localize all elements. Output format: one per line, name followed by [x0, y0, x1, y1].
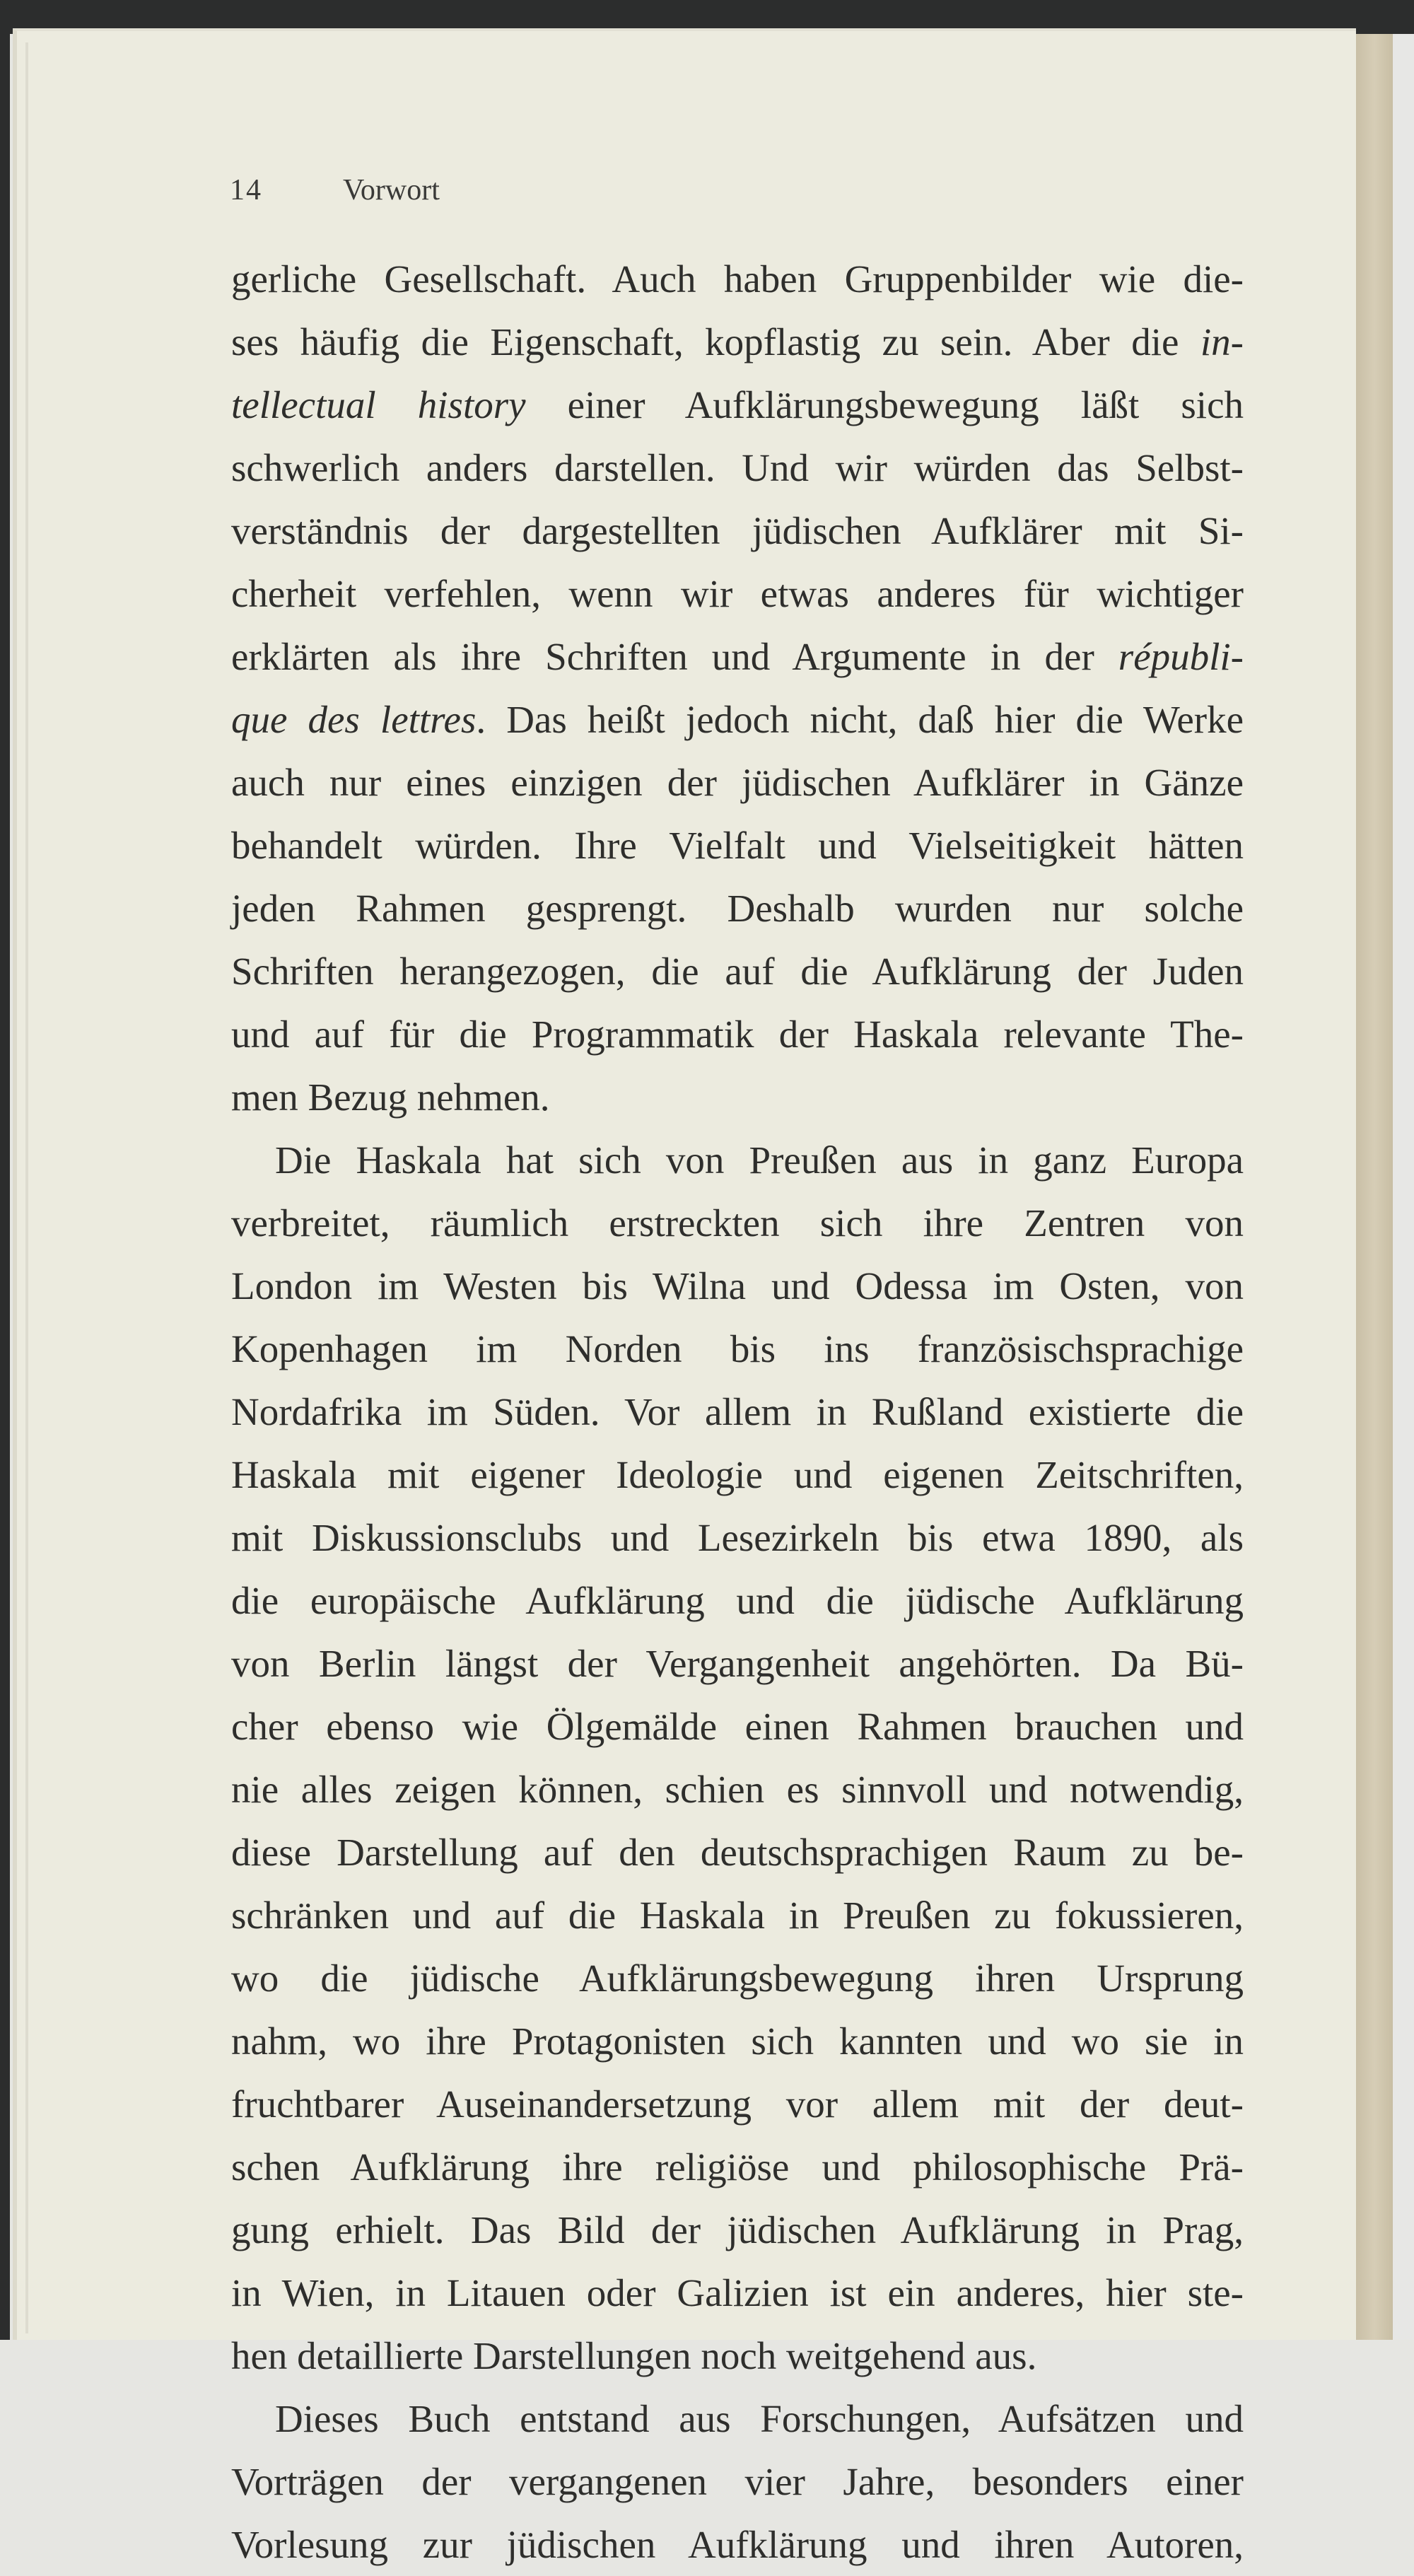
text-segment: diese Darstellung auf den deutschsprachigen Raum zu be- — [231, 1831, 1244, 1874]
text-line — [231, 814, 1244, 877]
text-segment: . Das heißt jedoch nicht, daß hier die Werke — [476, 698, 1244, 741]
text-line — [231, 2324, 1244, 2387]
book-spine-edge — [1356, 34, 1393, 2340]
text-line — [231, 1443, 1244, 1506]
text-line — [231, 1569, 1244, 1632]
running-title: Vorwort — [343, 174, 440, 206]
text-line — [231, 1884, 1244, 1947]
text-line — [231, 625, 1244, 688]
text-line — [231, 2135, 1244, 2198]
text-segment: verbreitet, räumlich erstreckten sich ihre Zentren von — [231, 1201, 1244, 1245]
text-line — [231, 1191, 1244, 1254]
text-line — [231, 2513, 1244, 2576]
text-segment: Haskala mit eigener Ideologie und eigenen Zeitschriften, — [231, 1453, 1244, 1496]
text-segment: von Berlin längst der Vergangenheit angehörten. Da Bü- — [231, 1642, 1244, 1685]
text-segment: cherheit verfehlen, wenn wir etwas anderes für wichtiger — [231, 572, 1244, 615]
text-segment: Kopenhagen im Norden bis ins französischsprachige — [231, 1327, 1244, 1370]
text-segment: schen Aufklärung ihre religiöse und philosophische Prä- — [231, 2145, 1244, 2189]
text-segment: in Wien, in Litauen oder Galizien ist ein anderes, hier ste- — [231, 2271, 1244, 2314]
text-segment: Schriften herangezogen, die auf die Aufklärung der Juden — [231, 950, 1244, 993]
running-header — [230, 173, 440, 207]
text-line — [231, 1317, 1244, 1380]
text-line — [231, 1254, 1244, 1317]
text-line — [231, 1066, 1244, 1129]
text-segment: auch nur eines einzigen der jüdischen Aufklärer in Gänze — [231, 761, 1244, 804]
text-segment: und auf für die Programmatik der Haskala relevante The- — [231, 1013, 1244, 1056]
text-segment: nie alles zeigen können, schien es sinnvoll und notwendig, — [231, 1768, 1244, 1811]
scanner-background-left — [0, 0, 10, 2340]
text-segment: behandelt würden. Ihre Vielfalt und Vielseitigkeit hätten — [231, 824, 1244, 867]
paragraph — [231, 2387, 1244, 2576]
text-segment: schwerlich anders darstellen. Und wir würden das Selbst- — [231, 446, 1244, 489]
page-number: 14 — [230, 174, 262, 206]
text-line — [231, 1821, 1244, 1884]
text-line — [231, 2387, 1244, 2450]
text-segment: London im Westen bis Wilna und Odessa im Osten, von — [231, 1264, 1244, 1307]
text-segment: die europäische Aufklärung und die jüdische Aufklärung — [231, 1579, 1244, 1622]
text-line — [231, 1695, 1244, 1758]
italic-text: tellectual history — [231, 383, 526, 426]
text-segment: schränken und auf die Haskala in Preußen zu fokussieren, — [231, 1894, 1244, 1937]
text-line — [231, 751, 1244, 814]
text-line — [231, 1129, 1244, 1191]
text-segment: mit Diskussionsclubs und Lesezirkeln bis etwa 1890, als — [231, 1516, 1244, 1559]
text-line — [231, 1758, 1244, 1821]
text-segment: Vorlesung zur jüdischen Aufklärung und ihren Autoren, — [231, 2523, 1244, 2566]
scanner-background-right — [1393, 34, 1414, 2340]
text-line — [231, 2450, 1244, 2513]
text-segment: verständnis der dargestellten jüdischen Aufklärer mit Si- — [231, 509, 1244, 552]
text-segment: gerliche Gesellschaft. Auch haben Gruppenbilder wie die- — [231, 257, 1244, 301]
italic-text: que des lettres — [231, 698, 477, 741]
body-text — [231, 247, 1244, 2576]
text-segment: Vorträgen der vergangenen vier Jahre, besonders einer — [231, 2460, 1244, 2503]
text-line — [231, 2261, 1244, 2324]
text-segment: cher ebenso wie Ölgemälde einen Rahmen brauchen und — [231, 1705, 1244, 1748]
text-line — [231, 940, 1244, 1003]
text-segment: erklärten als ihre Schriften und Argumente in der — [231, 635, 1118, 678]
text-line — [231, 2073, 1244, 2135]
paragraph — [231, 1129, 1244, 2387]
text-segment: ses häufig die Eigenschaft, kopflastig zu sein. Aber die — [231, 320, 1200, 363]
text-line — [231, 562, 1244, 625]
text-segment: jeden Rahmen gesprengt. Deshalb wurden nur solche — [231, 887, 1244, 930]
text-line — [231, 1506, 1244, 1569]
text-line — [231, 436, 1244, 499]
paragraph — [231, 247, 1244, 1129]
text-segment: nahm, wo ihre Protagonisten sich kannten und wo sie in — [231, 2020, 1244, 2063]
text-segment: Dieses Buch entstand aus Forschungen, Aufsätzen und — [275, 2397, 1244, 2440]
text-line — [231, 310, 1244, 373]
text-segment: fruchtbarer Auseinandersetzung vor allem mit der deut- — [231, 2082, 1244, 2126]
text-segment: einer Aufklärungsbewegung läßt sich — [525, 383, 1244, 426]
text-segment: hen detaillierte Darstellungen noch weitgehend aus. — [231, 2334, 1037, 2377]
text-segment: Die Haskala hat sich von Preußen aus in ganz Europa — [275, 1138, 1244, 1182]
text-line — [231, 1947, 1244, 2010]
text-segment: wo die jüdische Aufklärungsbewegung ihren Ursprung — [231, 1957, 1244, 2000]
text-line — [231, 1003, 1244, 1066]
text-line — [231, 688, 1244, 751]
text-segment: gung erhielt. Das Bild der jüdischen Aufklärung in Prag, — [231, 2208, 1244, 2251]
italic-text: républi- — [1118, 635, 1244, 678]
text-line — [231, 247, 1244, 310]
text-segment: men Bezug nehmen. — [231, 1076, 550, 1119]
text-line — [231, 877, 1244, 940]
text-line — [231, 1380, 1244, 1443]
text-segment: Nordafrika im Süden. Vor allem in Rußland existierte die — [231, 1390, 1244, 1433]
text-line — [231, 2010, 1244, 2073]
italic-text: in- — [1200, 320, 1244, 363]
text-line — [231, 2198, 1244, 2261]
text-line — [231, 1632, 1244, 1695]
text-line — [231, 373, 1244, 436]
page-edge — [25, 42, 28, 2333]
text-line — [231, 499, 1244, 562]
